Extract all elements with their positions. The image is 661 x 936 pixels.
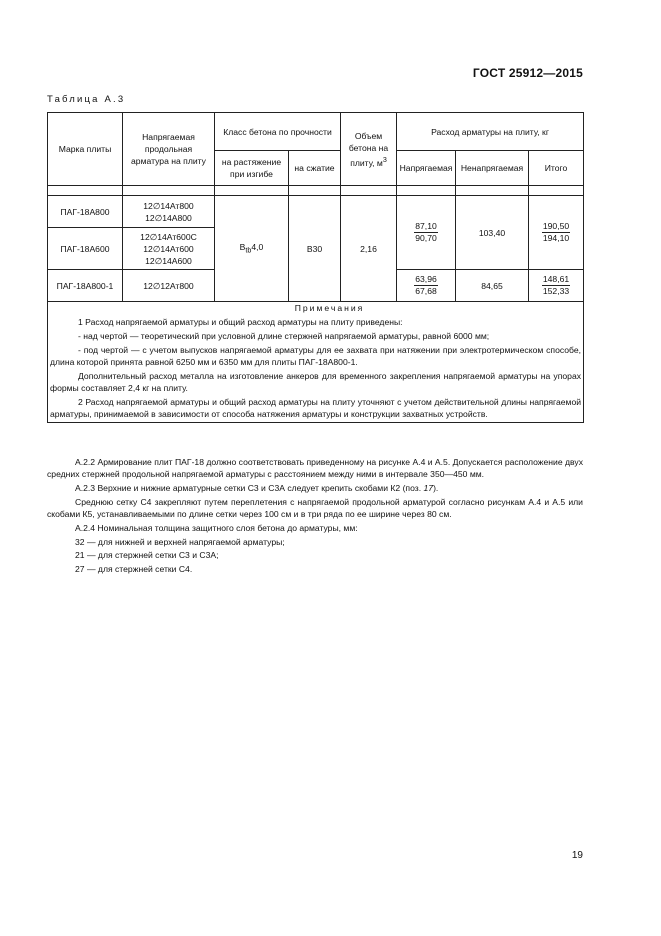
note-item: - под чертой — с учетом выпусков напрягаемой арматуры для ее захвата при натяжении при электротермическом способе, длина которой принята равной 6250 мм и 6350 мм для плиты ПАГ-18А800-1. <box>50 345 582 367</box>
nonprestressed-cell: 84,65 <box>456 270 529 302</box>
reinforcement-spec: 12∅12Ат800 <box>123 270 215 302</box>
nonprestressed-cell: 103,40 <box>456 196 529 270</box>
note-item: 1 Расход напрягаемой арматуры и общий расход арматуры на плиту приведены: <box>78 317 403 327</box>
paragraph: Среднюю сетку С4 закрепляют путем переплетения с напрягаемой продольной арматурой согласно рисункам А.4 и А.5 или скобами К5, устанавливаемыми по длине сетки через 100 см и в три ряда по ее ширине через 80 см. <box>47 496 583 519</box>
note-item: 2 Расход напрягаемой арматуры и общий расход арматуры на плиту уточняют с учетом действительной длины напрягаемой арматуры, принимаемой в зависимости от способа натяжения арматуры и конструкции захватных устройств. <box>50 397 582 419</box>
note-item: - над чертой — теоретический при условной длине стержней напрягаемой арматуры, равной 6000 мм; <box>78 331 490 341</box>
reinforcement-spec: 12∅14Ат600С 12∅14Ат600 12∅14А600 <box>123 228 215 270</box>
paragraph: 21 — для стержней сетки С3 и С3А; <box>75 550 219 561</box>
header-prestressed: Напрягаемая <box>397 151 456 186</box>
reinforcement-spec: 12∅14Ат800 12∅14А800 <box>123 196 215 228</box>
header-total: Итого <box>529 151 584 186</box>
plate-mark: ПАГ-18А800 <box>48 196 123 228</box>
compression-class-cell: B30 <box>289 196 341 302</box>
volume-cell: 2,16 <box>341 196 397 302</box>
prestressed-cell: $\frac{63,96}{67,68}$ <box>397 270 456 302</box>
position-ref: 17 <box>423 483 434 493</box>
plate-mark: ПАГ-18А600 <box>48 228 123 270</box>
header-reinforcement: Напрягаемая продольная арматура на плиту <box>123 113 215 186</box>
note-item: Дополнительный расход металла на изготовление анкеров для временного закрепления напрягаемой арматуры на упорах формы составляет 2,4 кг на плиту. <box>50 371 582 393</box>
header-compression: на сжатие <box>289 151 341 186</box>
paragraph: А.2.2 Армирование плит ПАГ-18 должно соответствовать приведенному на рисунке А.4 и А.5. Допускается расположение двух средних стержней продольной напрягаемой арматуры с расстоянием между ними в интервале 350—450 мм. <box>47 457 583 480</box>
page-number: 19 <box>571 850 583 861</box>
header-mark: Марка плиты <box>48 113 123 186</box>
table-notes <box>48 302 584 423</box>
header-concrete-class: Класс бетона по прочности <box>215 113 341 151</box>
reinforcement-table <box>47 112 584 423</box>
prestressed-cell: $\frac{87,10}{90,70}$ <box>397 196 456 270</box>
total-cell: $\frac{148,61}{152,33}$ <box>529 270 584 302</box>
paragraph: 32 — для нижней и верхней напрягаемой арматуры; <box>75 536 285 547</box>
header-tension: на растяжение при изгибе <box>215 151 289 186</box>
total-cell: $\frac{190,50}{194,10}$ <box>529 196 584 270</box>
table-row <box>48 196 584 228</box>
plate-mark: ПАГ-18А800-1 <box>48 270 123 302</box>
standard-number: ГОСТ 25912—2015 <box>472 66 583 80</box>
table-spacer-row <box>48 186 584 196</box>
header-volume: Объем бетона на плиту, $м^3$ <box>341 113 397 186</box>
tension-class-cell: $B_{tb}4,0$ <box>215 196 289 302</box>
header-nonprestressed: Ненапрягаемая <box>456 151 529 186</box>
paragraph: 27 — для стержней сетки С4. <box>75 564 193 575</box>
header-consumption: Расход арматуры на плиту, кг <box>397 113 584 151</box>
table-caption: Таблица А.3 <box>47 94 126 105</box>
notes-title: Примечания <box>294 303 365 313</box>
paragraph: А.2.4 Номинальная толщина защитного слоя бетона до арматуры, мм: <box>75 522 358 533</box>
paragraph: А.2.3 Верхние и нижние арматурные сетки С3 и С3А следует крепить скобами К2 (поз. 17). <box>75 483 439 493</box>
body-text <box>47 456 583 577</box>
